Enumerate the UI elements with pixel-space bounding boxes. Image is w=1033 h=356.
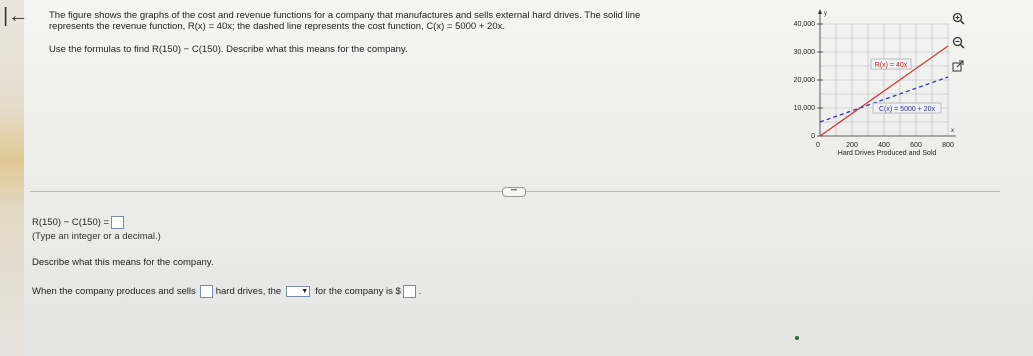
graph-grid [820,24,950,136]
sentence-part-a: When the company produces and sells [32,286,196,297]
x-tick-label: 200 [846,142,858,149]
left-edge-strip [0,0,24,356]
answer-area [32,216,421,298]
sentence-part-b: hard drives, the [215,286,282,297]
cost-revenue-graph [770,4,965,164]
back-arrow-icon[interactable]: |← [3,5,29,27]
revenue-label: R(x) = 40x [874,62,908,69]
question-line-2: represents the revenue function, R(x) = 40x; the dashed line represents the cost function, C(x) = 5000 + 20x. [49,21,505,32]
decorative-dot [795,336,799,340]
graph-svg [770,4,965,164]
y-tick-label: 40,000 [793,21,815,28]
difference-answer-input[interactable] [111,216,124,229]
x-axis-letter: x [951,128,954,134]
sentence-part-c: for the company is $ [315,286,401,297]
x-tick-label: 400 [878,142,890,149]
x-tick-label: 0 [816,142,820,149]
describe-prompt: Describe what this means for the company. [32,257,214,268]
x-tick-label: 600 [910,142,922,149]
profit-loss-dropdown[interactable] [286,286,310,297]
expression-label: R(150) − C(150) = [32,217,110,228]
question-line-1: The figure shows the graphs of the cost and revenue functions for a company that manufactures and sells external hard drives. The solid line [49,10,641,21]
open-external-icon[interactable] [950,58,966,74]
y-axis-letter: y [824,11,827,17]
y-tick-label: 20,000 [793,77,815,84]
amount-answer-input[interactable] [403,285,416,298]
quantity-answer-input[interactable] [200,285,213,298]
question-text [49,10,739,32]
sentence-part-d: . [418,286,422,297]
y-tick-label: 10,000 [793,105,815,112]
x-tick-label: 800 [942,142,954,149]
x-axis-label: Hard Drives Produced and Sold [837,150,937,157]
y-axis-arrow [818,9,822,14]
cost-label: C(x) = 5000 + 20x [878,106,936,113]
chevron-down-icon: ▼ [301,288,309,295]
answer-hint: (Type an integer or a decimal.) [32,231,161,242]
question-instruction: Use the formulas to find R(150) − C(150). Describe what this means for the company. [49,44,408,55]
more-button[interactable]: ••• [502,187,526,197]
y-tick-label: 30,000 [793,49,815,56]
y-tick-label: 0 [811,133,815,140]
graph-tools [950,10,980,82]
zoom-in-icon[interactable] [950,10,966,26]
zoom-out-icon[interactable] [950,34,966,50]
